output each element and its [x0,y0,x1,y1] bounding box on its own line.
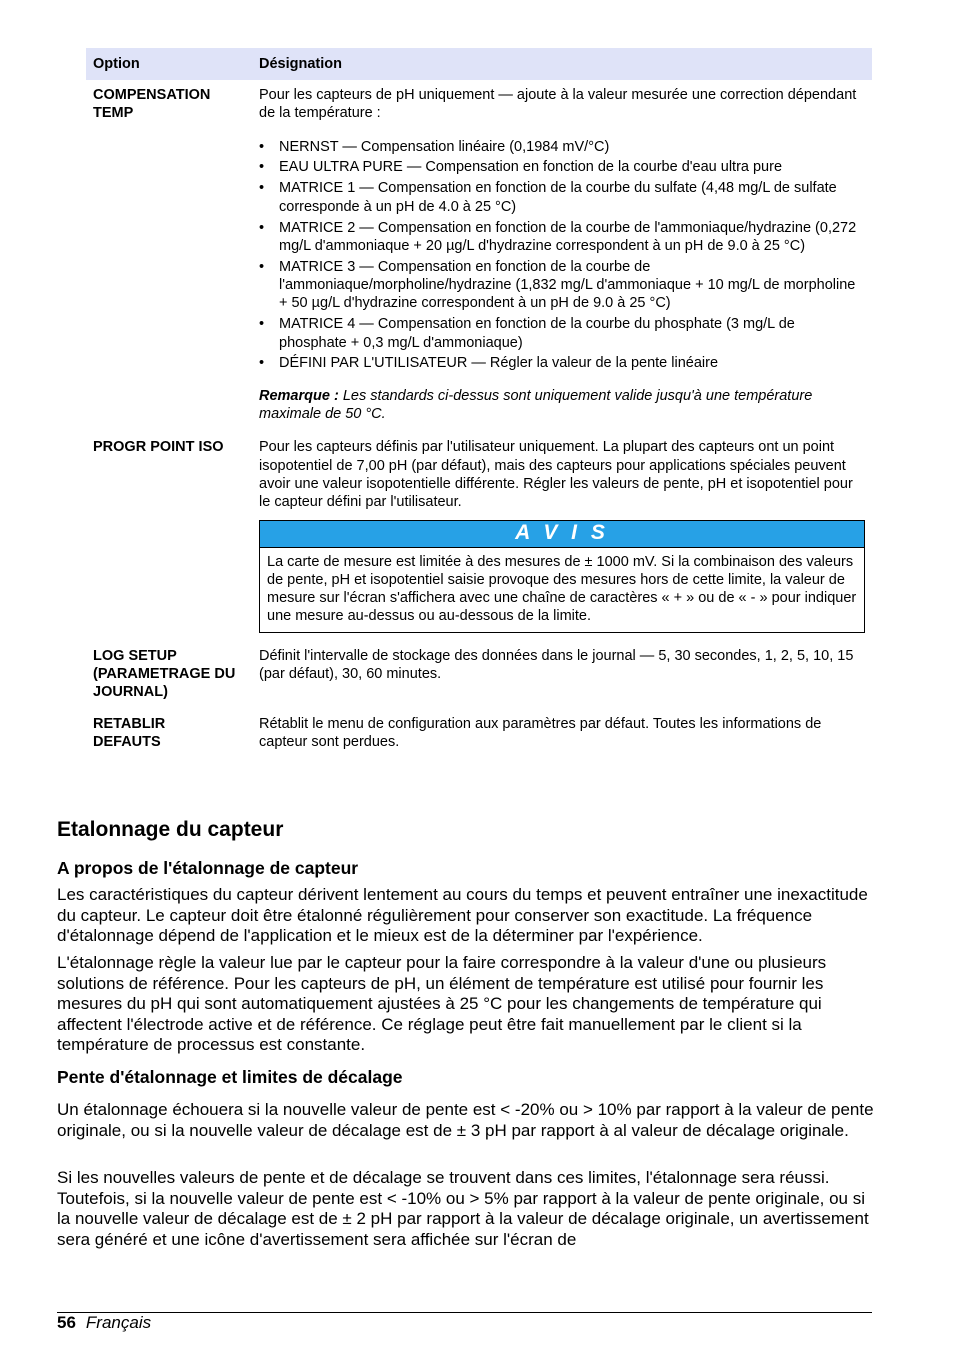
row-text: Pour les capteurs définis par l'utilisateur uniquement. La plupart des capteurs ont un point isopotentiel de 7,00 pH (par défaut), mais des capteurs pour applications spéciales peuvent avoir une valeur isopotentielle différente. Régler les valeurs de pente, pH et isopotentiel pour le capteur défini par l'utilisateur. [259,439,853,511]
header-designation: Désignation [259,56,342,72]
table-row [86,647,872,701]
list-item: • MATRICE 2 — Compensation en fonction de la courbe de l'ammoniaque/hydrazine (0,272 mg/L d'ammoniaque + 20 µg/L d'hydrazine correspondent à un pH de 9.0 à 25 °C) [259,219,857,254]
option-name: PROGR POINT ISO [93,439,224,456]
table-row [86,86,872,423]
footer-divider [57,1312,872,1313]
option-name: RETABLIR DEFAUTS [93,715,166,750]
list-item: • MATRICE 1 — Compensation en fonction de la courbe du sulfate (4,48 mg/L de sulfate corresponde à un pH de 4.0 à 25 °C) [259,180,837,215]
row-text: Définit l'intervalle de stockage des données dans le journal — 5, 30 secondes, 1, 2, 5, 10, 15 (par défaut), 30, 60 minutes. [259,647,854,682]
notice-title: A V I S [260,521,864,548]
list-item: • DÉFINI PAR L'UTILISATEUR — Régler la valeur de la pente linéaire [259,355,719,372]
paragraph: Un étalonnage échouera si la nouvelle valeur de pente est < -20% ou > 10% par rapport à la valeur de pente originale, ou si la nouvelle valeur de décalage est de ± 3 pH par rapport à al valeur de décalage originale. [57,1100,874,1140]
subsection-title-limits: Pente d'étalonnage et limites de décalage [57,1067,403,1087]
list-item: • EAU ULTRA PURE — Compensation en fonction de la courbe d'eau ultra pure [259,159,783,176]
list-item: • NERNST — Compensation linéaire (0,1984 mV/°C) [259,138,610,155]
paragraph: Les caractéristiques du capteur dérivent lentement au cours du temps et peuvent entraîner une inexactitude du capteur. Le capteur doit être étalonné régulièrement pour conserver son exactitude. La fréquence d'étalonnage dépend de l'application et le mieux est de la déterminer par l'expérience. [57,885,868,946]
compensation-list [259,138,865,373]
note [259,387,865,424]
option-name: COMPENSATION TEMP [93,87,211,121]
paragraph: Si les nouvelles valeurs de pente et de décalage se trouvent dans ces limites, l'étalonnage sera réussi. Toutefois, si la nouvelle valeur de pente est < -10% ou > 5% par rapport à la valeur de pente originale, ou si la nouvelle valeur de décalage est de ± 2 pH par rapport à la valeur de décalage originale, un avertissement sera généré et une icône d'avertissement sera affichée sur l'écran de [57,1168,869,1249]
row-text: Rétablit le menu de configuration aux paramètres par défaut. Toutes les informations de capteur sont perdues. [259,715,822,750]
section-title: Etalonnage du capteur [57,818,284,841]
table-row [86,715,872,752]
page-number: 56 [57,1313,76,1332]
paragraph: L'étalonnage règle la valeur lue par le capteur pour la faire correspondre à la valeur d'une ou plusieurs solutions de référence. Pour les capteurs de pH, un élément de température est utilisé pour fournir les mesures du pH qui sont automatiquement ajustées à 25 °C pour les changements de température qui affectent l'électrode active et de référence. Ce réglage peut être fait manuellement par le client si la température de processus est constante. [57,953,827,1055]
notice-text: La carte de mesure est limitée à des mesures de ± 1000 mV. Si la combinaison des valeurs de pente, pH et isopotentiel saisie provoque des mesures hors de cette limite, la valeur de mesure sur l'écran s'affichera avec une chaîne de caractères « + » ou de « - » pour indiquer une mesure au-dessus ou au-dessous de la limite. [267,553,857,625]
list-item: • MATRICE 3 — Compensation en fonction de la courbe de l'ammoniaque/morpholine/hydrazine (1,832 mg/L d'ammoniaque + 10 mg/L de morpholine + 50 µg/L d'hydrazine correspondent à un pH de 9.0 à 25 °C) [259,258,856,312]
option-name: LOG SETUP (PARAMETRAGE DU JOURNAL) [93,647,236,700]
subsection-title-about: A propos de l'étalonnage de capteur [57,858,359,878]
page-footer [57,1313,151,1333]
options-table [86,48,872,751]
note-label: Remarque : [259,387,339,404]
note-text: Les standards ci-dessus sont uniquement valide jusqu'à une température maximale de 50 °C. [259,387,813,423]
footer-language: Français [85,1313,152,1332]
header-option: Option [93,56,140,72]
row-intro: Pour les capteurs de pH uniquement — ajoute à la valeur mesurée une correction dépendant de la température : [259,87,857,122]
list-item: • MATRICE 4 — Compensation en fonction de la courbe du phosphate (3 mg/L de phosphate + 0,3 mg/L d'ammoniaque) [259,316,795,351]
table-header [86,48,872,80]
notice-box [259,520,865,633]
table-row [86,438,872,632]
